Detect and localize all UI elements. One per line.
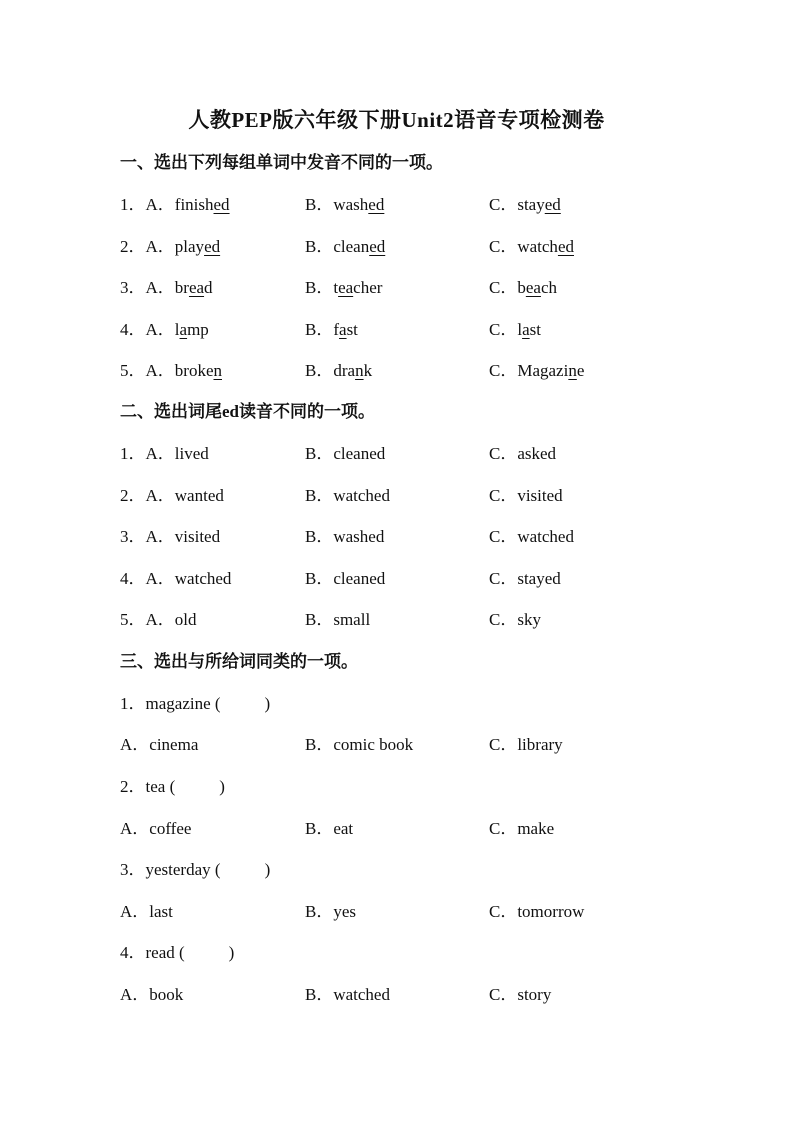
option-label: B． bbox=[305, 361, 334, 380]
option-text: A．last bbox=[120, 902, 173, 921]
word-part: l bbox=[174, 320, 180, 339]
word-part: mp bbox=[187, 320, 209, 339]
option-text: C．sky bbox=[489, 610, 541, 629]
option-text: C．visited bbox=[489, 486, 563, 505]
option-a bbox=[120, 897, 173, 922]
option-text: B．watched bbox=[305, 985, 390, 1004]
underlined-letters: n bbox=[355, 361, 364, 380]
option-a bbox=[120, 814, 191, 839]
prompt-close: ) bbox=[228, 943, 235, 962]
option-label: C． bbox=[489, 320, 518, 339]
underlined-letters: ed bbox=[369, 237, 386, 256]
question-number: 5． bbox=[120, 610, 146, 629]
option-text: C．asked bbox=[489, 444, 557, 463]
word-part: f bbox=[333, 320, 340, 339]
option-label: C． bbox=[489, 237, 518, 256]
option-b bbox=[305, 232, 385, 257]
word-part: ch bbox=[540, 278, 557, 297]
prompt-text: 1．magazine ( bbox=[120, 694, 221, 713]
underlined-letters: ed bbox=[557, 237, 574, 256]
option-text: B．watched bbox=[305, 486, 390, 505]
option-c bbox=[489, 522, 574, 547]
option-label: A． bbox=[145, 195, 175, 214]
question-number: 4． bbox=[120, 320, 146, 339]
question-row bbox=[120, 605, 680, 629]
option-text: C．library bbox=[489, 735, 563, 754]
word-part: stay bbox=[517, 195, 545, 214]
word-part: k bbox=[363, 361, 373, 380]
underlined-letters: ea bbox=[188, 278, 205, 297]
question-row bbox=[120, 564, 680, 588]
option-text: C．stayed bbox=[489, 569, 561, 588]
option-b bbox=[305, 730, 413, 755]
question-number: 1． bbox=[120, 195, 146, 214]
prompt-close: ) bbox=[264, 860, 271, 879]
option-label: A． bbox=[145, 278, 175, 297]
option-c bbox=[489, 605, 541, 630]
option-c bbox=[489, 232, 574, 257]
option-text: B．cleaned bbox=[305, 569, 386, 588]
option-b bbox=[305, 522, 384, 547]
option-c bbox=[489, 980, 551, 1005]
word-part: cher bbox=[353, 278, 383, 297]
word-part: e bbox=[576, 361, 585, 380]
option-label: C． bbox=[489, 361, 518, 380]
option-a bbox=[120, 564, 231, 589]
option-c bbox=[489, 356, 584, 381]
option-a bbox=[120, 232, 220, 257]
option-text: A．visited bbox=[145, 527, 221, 546]
option-b bbox=[305, 814, 353, 839]
question-prompt bbox=[120, 855, 270, 880]
prompt-text: 2．tea ( bbox=[120, 777, 176, 796]
question-row bbox=[120, 356, 680, 380]
word-part: clean bbox=[333, 237, 370, 256]
word-part: l bbox=[517, 320, 523, 339]
option-b bbox=[305, 356, 372, 381]
question-row bbox=[120, 190, 680, 214]
option-label: B． bbox=[305, 237, 334, 256]
option-a bbox=[120, 315, 209, 340]
option-text: A．lived bbox=[145, 444, 209, 463]
options-row bbox=[120, 730, 680, 754]
word-part: Magazi bbox=[517, 361, 569, 380]
underlined-letters: a bbox=[339, 320, 347, 339]
option-text: A．cinema bbox=[120, 735, 199, 754]
option-label: A． bbox=[145, 361, 175, 380]
option-c bbox=[489, 273, 557, 298]
option-label: C． bbox=[489, 278, 518, 297]
option-b bbox=[305, 605, 370, 630]
option-a bbox=[120, 980, 183, 1005]
option-a bbox=[120, 522, 220, 547]
option-text: A．wanted bbox=[145, 486, 224, 505]
option-c bbox=[489, 897, 584, 922]
options-row bbox=[120, 814, 680, 838]
option-label: B． bbox=[305, 195, 334, 214]
option-label: B． bbox=[305, 278, 334, 297]
word-part: finish bbox=[174, 195, 214, 214]
option-a bbox=[120, 356, 222, 381]
option-b bbox=[305, 564, 385, 589]
underlined-letters: a bbox=[179, 320, 188, 339]
option-label: C． bbox=[489, 195, 518, 214]
option-c bbox=[489, 439, 556, 464]
option-text: B．eat bbox=[305, 819, 354, 838]
option-b bbox=[305, 315, 358, 340]
section3-heading: 三、选出与所给词同类的一项。 bbox=[120, 652, 358, 671]
option-text: C．story bbox=[489, 985, 552, 1004]
page-title: 人教PEP版六年级下册Unit2语音专项检测卷 bbox=[188, 108, 605, 132]
option-c bbox=[489, 564, 561, 589]
question-number: 1． bbox=[120, 444, 146, 463]
underlined-letters: ed bbox=[213, 195, 230, 214]
word-part: wash bbox=[333, 195, 369, 214]
option-b bbox=[305, 439, 385, 464]
option-label: A． bbox=[145, 320, 175, 339]
prompt-text: 3．yesterday ( bbox=[120, 860, 221, 879]
word-part: d bbox=[204, 278, 213, 297]
word-part: dra bbox=[333, 361, 356, 380]
option-text: B．yes bbox=[305, 902, 356, 921]
option-a bbox=[120, 273, 213, 298]
section1-heading: 一、选出下列每组单词中发音不同的一项。 bbox=[120, 153, 443, 172]
underlined-letters: ed bbox=[368, 195, 385, 214]
option-b bbox=[305, 980, 390, 1005]
underlined-letters: n bbox=[568, 361, 577, 380]
word-part: play bbox=[174, 237, 205, 256]
underlined-letters: ed bbox=[544, 195, 561, 214]
question-prompt bbox=[120, 772, 225, 797]
options-row bbox=[120, 897, 680, 921]
underlined-letters: ed bbox=[204, 237, 221, 256]
question-number: 4． bbox=[120, 569, 146, 588]
section2-heading: 二、选出词尾ed读音不同的一项。 bbox=[120, 402, 375, 421]
option-a bbox=[120, 605, 197, 630]
word-part: watch bbox=[517, 237, 558, 256]
word-part: st bbox=[529, 320, 541, 339]
question-number: 5． bbox=[120, 361, 146, 380]
option-text: A．book bbox=[120, 985, 184, 1004]
question-number: 3． bbox=[120, 527, 146, 546]
question-number: 3． bbox=[120, 278, 146, 297]
word-part: br bbox=[174, 278, 189, 297]
prompt-close: ) bbox=[219, 777, 225, 796]
word-part: b bbox=[517, 278, 526, 297]
question-row bbox=[120, 273, 680, 297]
option-b bbox=[305, 190, 384, 215]
underlined-letters: ea bbox=[525, 278, 541, 297]
option-a bbox=[120, 730, 198, 755]
option-text: B．cleaned bbox=[305, 444, 386, 463]
question-number: 2． bbox=[120, 486, 146, 505]
option-label: A． bbox=[145, 237, 175, 256]
option-text: B．small bbox=[305, 610, 371, 629]
option-b bbox=[305, 481, 390, 506]
option-text: A．coffee bbox=[120, 819, 192, 838]
prompt-text: 4．read ( bbox=[120, 943, 185, 962]
option-text: C．watched bbox=[489, 527, 574, 546]
option-c bbox=[489, 481, 563, 506]
question-row bbox=[120, 481, 680, 505]
question-row bbox=[120, 439, 680, 463]
option-b bbox=[305, 897, 356, 922]
option-a bbox=[120, 439, 209, 464]
option-c bbox=[489, 730, 563, 755]
question-row bbox=[120, 315, 680, 339]
option-text: C．make bbox=[489, 819, 555, 838]
option-b bbox=[305, 273, 382, 298]
options-row bbox=[120, 980, 680, 1004]
underlined-letters: n bbox=[213, 361, 222, 380]
question-row bbox=[120, 232, 680, 256]
option-c bbox=[489, 315, 541, 340]
option-text: C．tomorrow bbox=[489, 902, 585, 921]
underlined-letters: a bbox=[522, 320, 530, 339]
word-part: broke bbox=[174, 361, 214, 380]
option-text: A．watched bbox=[145, 569, 232, 588]
underlined-letters: ea bbox=[338, 278, 354, 297]
option-c bbox=[489, 814, 554, 839]
word-part: t bbox=[333, 278, 339, 297]
option-text: B．washed bbox=[305, 527, 385, 546]
question-prompt bbox=[120, 689, 270, 714]
option-a bbox=[120, 481, 224, 506]
option-c bbox=[489, 190, 561, 215]
option-label: B． bbox=[305, 320, 334, 339]
prompt-close: ) bbox=[264, 694, 271, 713]
question-row bbox=[120, 522, 680, 546]
word-part: st bbox=[346, 320, 358, 339]
question-prompt bbox=[120, 938, 234, 963]
option-a bbox=[120, 190, 230, 215]
question-number: 2． bbox=[120, 237, 146, 256]
option-text: A．old bbox=[145, 610, 197, 629]
option-text: B．comic book bbox=[305, 735, 414, 754]
